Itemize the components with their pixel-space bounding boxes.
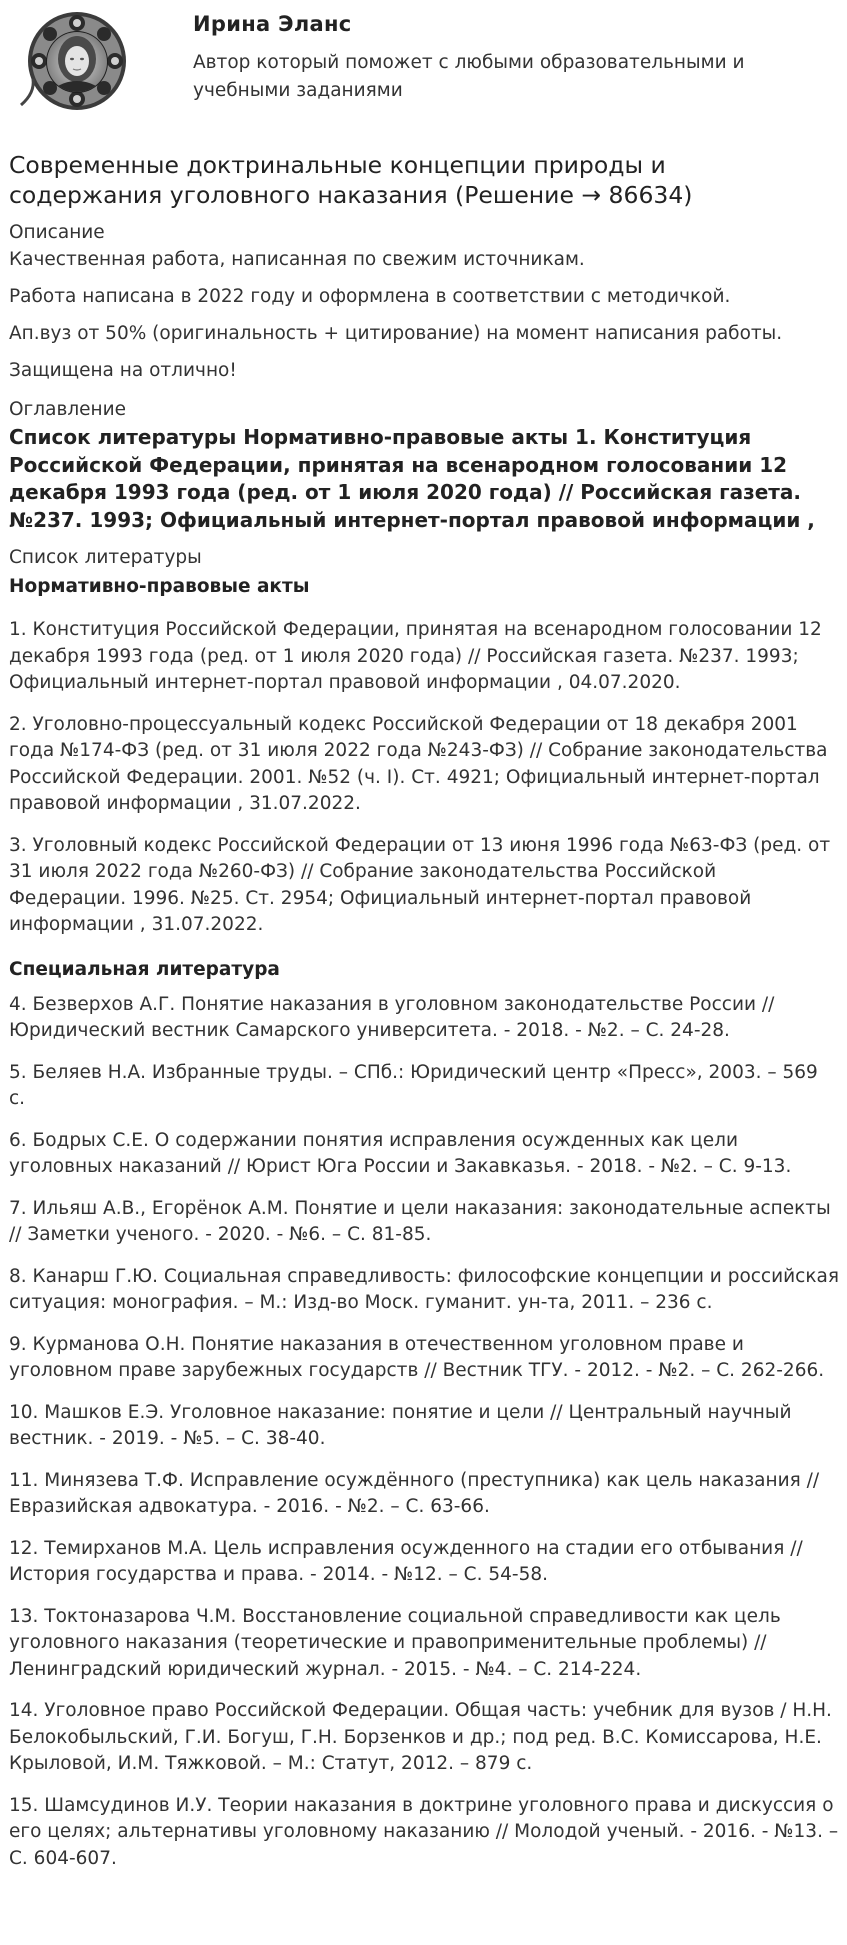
reference-item: 14. Уголовное право Российской Федерации. Общая часть: учебник для вузов / Н.Н. Белокобыльский, Г.И. Богуш, Г.Н. Борзенков и др.; под ред. В.С. Комиссарова, Н.Е. Крыловой, И.М. Тяжковой. – М.: Статут, 2012. – 879 с. bbox=[9, 1700, 832, 1774]
description-line: Ап.вуз от 50% (оригинальность + цитирование) на момент написания работы. bbox=[9, 323, 783, 344]
work-title: Современные доктринальные концепции природы и содержания уголовного наказания (Решение → 86634) bbox=[9, 151, 693, 209]
toc-label: Оглавление bbox=[9, 399, 127, 420]
description-label: Описание bbox=[9, 222, 105, 243]
author-avatar[interactable] bbox=[15, 9, 139, 111]
reference-item: 4. Безверхов А.Г. Понятие наказания в уголовном законодательстве России // Юридический вестник Самарского университета. - 2018. - №2. – С. 24-28. bbox=[9, 993, 775, 1041]
description-line: Работа написана в 2022 году и оформлена в соответствии с методичкой. bbox=[9, 286, 731, 307]
reference-item: 2. Уголовно-процессуальный кодекс Российской Федерации от 18 декабря 2001 года №174-ФЗ (ред. от 31 июля 2022 года №243-ФЗ) // Собрание законодательства Российской Федерации. 2001. №52 (ч. I). Ст. 4921; Официальный интернет-портал правовой информации , 31.07.2022. bbox=[9, 713, 828, 814]
reference-item: 10. Машков Е.Э. Уголовное наказание: понятие и цели // Центральный научный вестник. - 2019. - №5. – С. 38-40. bbox=[9, 1401, 792, 1449]
reference-item: 12. Темирханов М.А. Цель исправления осужденного на стадии его отбывания // История государства и права. - 2014. - №12. – С. 54-58. bbox=[9, 1537, 803, 1585]
description-block bbox=[9, 247, 838, 383]
author-card bbox=[9, 0, 838, 125]
reference-item: 3. Уголовный кодекс Российской Федерации от 13 июня 1996 года №63-ФЗ (ред. от 31 июля 2022 года №260-ФЗ) // Собрание законодательства Российской Федерации. 1996. №25. Ст. 2954; Официальный интернет-портал правовой информации , 31.07.2022. bbox=[9, 834, 831, 935]
reference-list bbox=[9, 617, 838, 939]
reference-item: 13. Токтоназарова Ч.М. Восстановление социальной справедливости как цель уголовного наказания (теоретические и правоприменительные проблемы) // Ленинградский юридический журнал. - 2015. - №4. – С. 214-224. bbox=[9, 1605, 781, 1680]
reference-item: 6. Бодрых С.Е. О содержании понятия исправления осужденных как цели уголовных наказаний // Юрист Юга России и Закавказья. - 2018. - №2. – С. 9-13. bbox=[9, 1129, 792, 1177]
bibliography-subheading: Специальная литература bbox=[9, 958, 280, 980]
reference-item: 5. Беляев Н.А. Избранные труды. – СПб.: Юридический центр «Пресс», 2003. – 569 с. bbox=[9, 1061, 818, 1109]
reference-item: 11. Минязева Т.Ф. Исправление осуждённого (преступника) как цель наказания // Евразийская адвокатура. - 2016. - №2. – С. 63-66. bbox=[9, 1469, 820, 1517]
description-line: Защищена на отлично! bbox=[9, 360, 237, 381]
reference-item: 8. Канарш Г.Ю. Социальная справедливость: философские концепции и российская ситуация: монография. – М.: Изд-во Моск. гуманит. ун-та, 2011. – 236 с. bbox=[9, 1265, 839, 1313]
bibliography-subheading: Нормативно-правовые акты bbox=[9, 576, 310, 597]
reference-item: 1. Конституция Российской Федерации, принятая на всенародном голосовании 12 декабря 1993 года (ред. от 1 июля 2020 года) // Российская газета. №237. 1993; Официальный интернет-портал правовой информации , 04.07.2020. bbox=[9, 619, 822, 693]
author-description: Автор который поможет с любыми образовательными и учебными заданиями bbox=[193, 52, 745, 101]
description-line: Качественная работа, написанная по свежим источникам. bbox=[9, 249, 585, 270]
reference-item: 7. Ильяш А.В., Егорёнок А.М. Понятие и цели наказания: законодательные аспекты // Заметки ученого. - 2020. - №6. – С. 81-85. bbox=[9, 1197, 831, 1245]
reference-item: 9. Курманова О.Н. Понятие наказания в отечественном уголовном праве и уголовном праве зарубежных государств // Вестник ТГУ. - 2012. - №2. – С. 262-266. bbox=[9, 1333, 825, 1381]
toc-preview: Список литературы Нормативно-правовые акты 1. Конституция Российской Федерации, принятая на всенародном голосовании 12 декабря 1993 года (ред. от 1 июля 2020 года) // Российская газета. №237. 1993; Официальный интернет-портал правовой информации , bbox=[9, 425, 815, 532]
reference-list bbox=[9, 992, 838, 1873]
author-name[interactable]: Ирина Эланс bbox=[193, 12, 352, 36]
reference-item: 15. Шамсудинов И.У. Теории наказания в доктрине уголовного права и дискуссия о его целях; альтернативы уголовному наказанию // Молодой ученый. - 2016. - №13. – С. 604-607. bbox=[9, 1794, 839, 1869]
bibliography-title: Список литературы bbox=[9, 547, 202, 568]
